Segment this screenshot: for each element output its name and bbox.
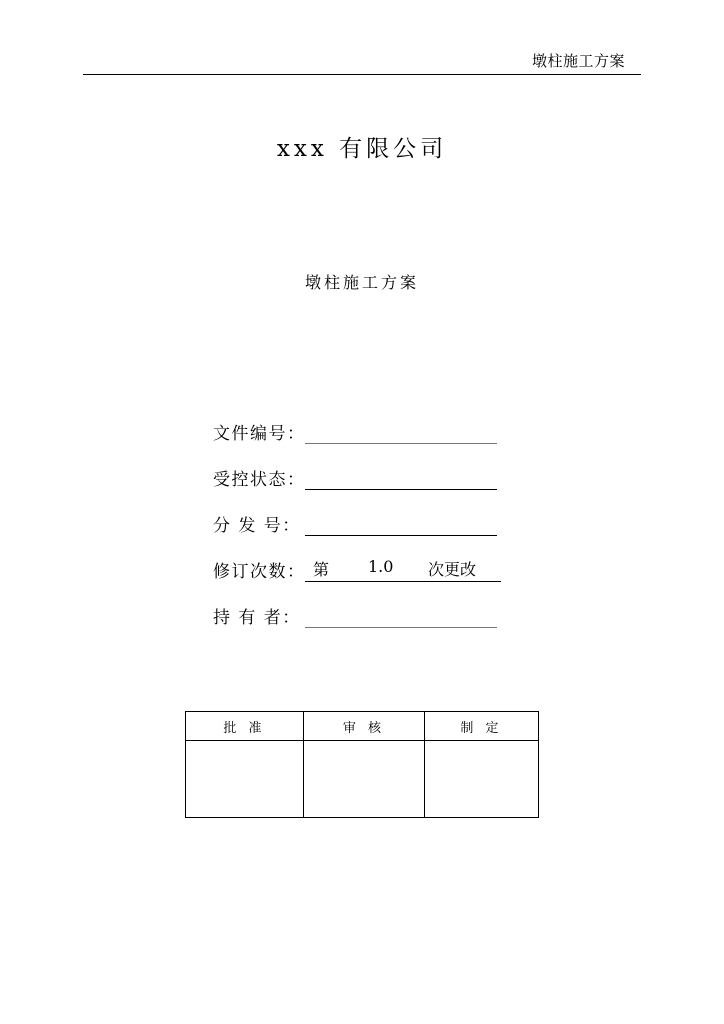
approve-header: 批 准 [186,712,304,741]
holder-label: 持 有 者： [213,608,301,628]
approve-signature-cell [186,741,304,818]
distribution-number-label: 分 发 号： [213,516,301,536]
distribution-number-field [213,511,513,537]
document-title: 墩柱施工方案 [304,273,419,292]
revision-line [305,581,501,582]
revision-value: 1.0 [368,557,394,576]
holder-field [213,603,513,629]
control-status-line [305,489,497,490]
revision-field [213,557,513,583]
revision-prefix: 第 [313,560,330,579]
holder-line [305,627,497,628]
file-number-field [213,419,513,445]
revision-label: 修订次数： [213,562,306,582]
control-status-field [213,465,513,491]
control-status-label: 受控状态： [213,470,306,490]
file-number-line [305,443,497,444]
prepare-signature-cell [425,741,539,818]
company-title: xxx 有限公司 [276,136,448,162]
review-signature-cell [304,741,425,818]
header-rule [83,74,641,75]
running-header: 墩柱施工方案 [532,52,626,70]
prepare-header: 制 定 [425,712,539,741]
revision-suffix: 次更改 [428,560,477,579]
signoff-table [185,711,539,818]
file-number-label: 文件编号： [213,424,306,444]
distribution-number-line [305,535,497,536]
signoff-signature-row [186,741,539,818]
review-header: 审 核 [304,712,425,741]
signoff-header-row [186,712,539,741]
